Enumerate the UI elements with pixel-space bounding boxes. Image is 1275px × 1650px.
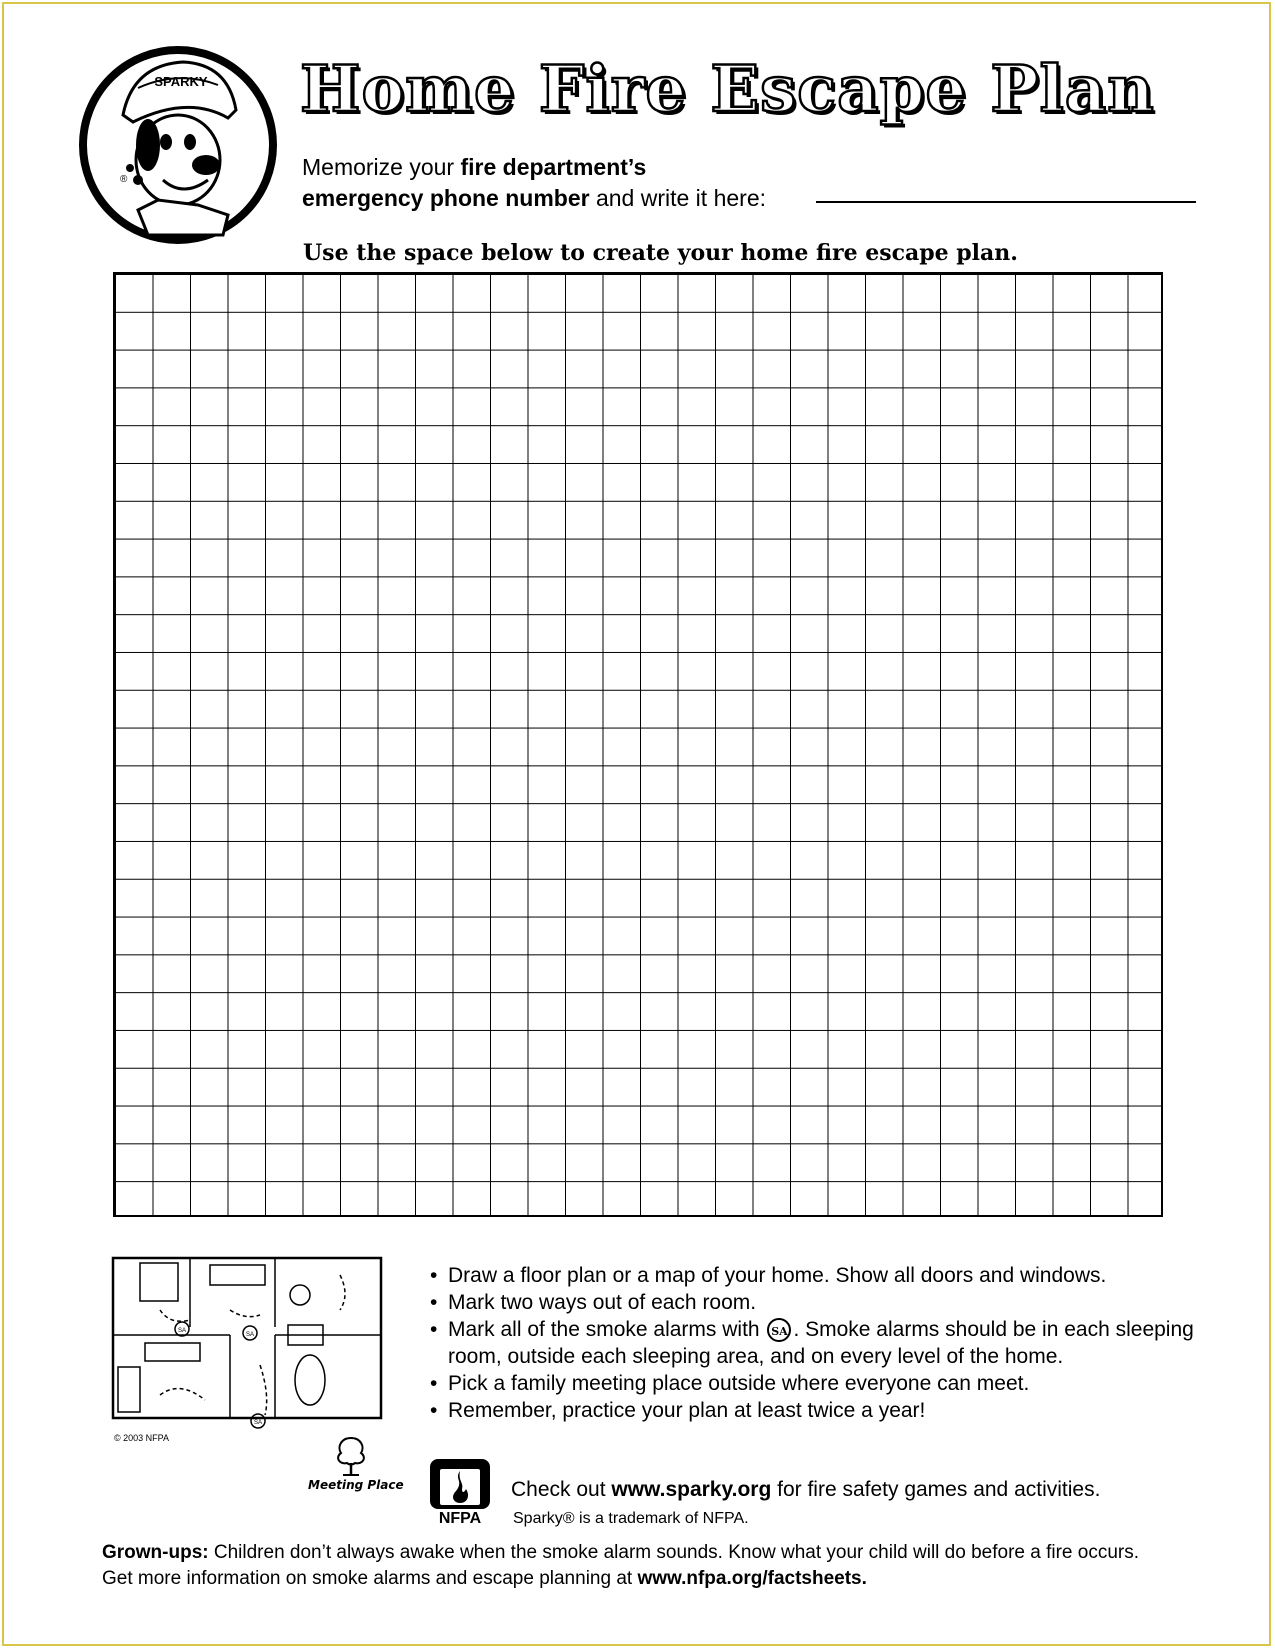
grownups-text: Children don’t always awake when the smoke alarm sounds. Know what your child will do before a fire occurs. bbox=[208, 1542, 1140, 1563]
fire-department-bold: fire department’s bbox=[460, 154, 647, 180]
list-item: • Draw a floor plan or a map of your home. Show all doors and windows. bbox=[428, 1262, 1248, 1289]
memorize-text bbox=[302, 152, 766, 214]
grownups-line2: Get more information on smoke alarms and escape planning at bbox=[102, 1568, 638, 1589]
trademark-note: Sparky® is a trademark of NFPA. bbox=[513, 1510, 749, 1527]
tree-icon bbox=[333, 1435, 369, 1477]
grownups-label: Grown-ups: bbox=[102, 1542, 209, 1563]
checkout-prefix: Check out bbox=[511, 1478, 612, 1501]
memorize-prefix: Memorize your bbox=[302, 154, 461, 180]
list-item: • Remember, practice your plan at least twice a year! bbox=[428, 1397, 1248, 1424]
sa-marker-3: SA bbox=[253, 1420, 263, 1426]
smoke-alarm-prefix: Mark all of the smoke alarms with bbox=[448, 1318, 766, 1341]
sparky-logo bbox=[78, 40, 278, 250]
copyright: © 2003 NFPA bbox=[114, 1433, 169, 1443]
sa-marker-2: SA bbox=[245, 1332, 255, 1338]
smoke-alarm-suffix: . Smoke alarms should be in each sleeping room, outside each sleeping area, and on every level of the home. bbox=[448, 1318, 1194, 1368]
write-it-here: and write it here: bbox=[589, 185, 766, 211]
example-floor-plan bbox=[110, 1255, 385, 1460]
checkout-suffix: for fire safety games and activities. bbox=[771, 1478, 1101, 1501]
emergency-phone-bold: emergency phone number bbox=[302, 185, 590, 211]
helmet-text: SPARKY bbox=[154, 74, 208, 89]
instruction-list bbox=[428, 1262, 1248, 1424]
list-item: • Mark two ways out of each room. bbox=[428, 1289, 1248, 1316]
sparky-link[interactable]: www.sparky.org bbox=[611, 1478, 772, 1501]
checkout-line bbox=[511, 1478, 1100, 1502]
phone-number-line[interactable] bbox=[816, 201, 1196, 203]
registered-mark: ® bbox=[120, 174, 128, 185]
sa-marker-1: SA bbox=[177, 1328, 187, 1334]
nfpa-factsheets-link[interactable]: www.nfpa.org/factsheets. bbox=[637, 1568, 867, 1589]
drawing-grid[interactable] bbox=[113, 272, 1163, 1217]
nfpa-wordmark: NFPA bbox=[438, 1510, 482, 1527]
list-item: • Pick a family meeting place outside where everyone can meet. bbox=[428, 1370, 1248, 1397]
grownups-note bbox=[102, 1540, 1252, 1592]
page-title: Home Fire Escape Plan bbox=[300, 52, 1155, 127]
instructions-heading: Use the space below to create your home fire escape plan. bbox=[303, 240, 1018, 266]
sa-badge-icon: SA bbox=[767, 1318, 791, 1342]
meeting-place-label: Meeting Place bbox=[308, 1478, 404, 1492]
list-item-smoke-alarms bbox=[428, 1316, 1248, 1370]
